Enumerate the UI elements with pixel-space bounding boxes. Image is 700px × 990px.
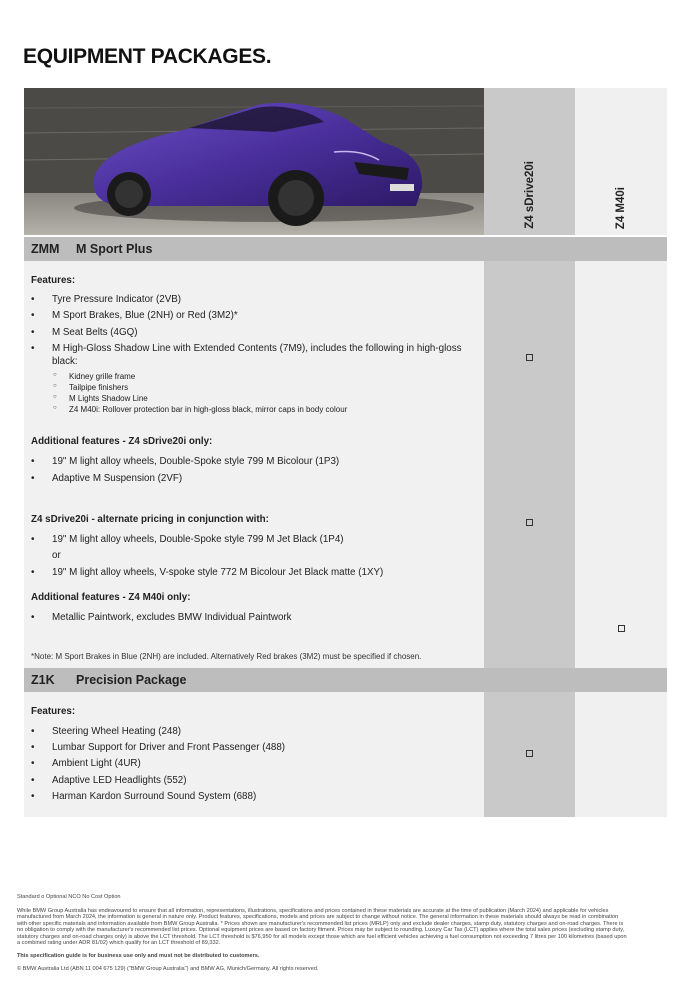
list-item: • Adaptive LED Headlights (552) bbox=[52, 775, 187, 786]
alt-or-text: or bbox=[52, 550, 61, 561]
sub-list-item: ○ Tailpipe finishers bbox=[69, 383, 128, 392]
zmm-note: *Note: M Sport Brakes in Blue (2NH) are included. Alternatively Red brakes (3M2) must be specified if chosen. bbox=[31, 652, 422, 661]
footer-legend: Standard o Optional NCO No Cost Option bbox=[17, 894, 121, 900]
sub-list-item: ○ M Lights Shadow Line bbox=[69, 394, 148, 403]
list-item: • M High-Gloss Shadow Line with Extended Contents (7M9), includes the following in high-gloss bbox=[52, 343, 462, 354]
car-hero-image bbox=[24, 88, 484, 235]
package-name-z1k: Precision Package bbox=[76, 673, 187, 687]
footer-business-note: This specification guide is for business use only and must not be distributed to customers. bbox=[17, 953, 260, 959]
list-item: • Lumbar Support for Driver and Front Passenger (488) bbox=[52, 742, 285, 753]
disclaimer-line: manufactured from March 2024, the information is general in nature only. Product features, specifications, models and prices are subject to change without notice. The general information in these materials should always be read in combination bbox=[17, 914, 619, 921]
disclaimer-line: While BMW Group Australia has endeavoured to ensure that all information, representations, illustrations, specifications and prices contained in these materials are accurate at the time of publication (March 2024) and applicable for vehicles bbox=[17, 908, 609, 914]
list-item: • Metallic Paintwork, excludes BMW Individual Paintwork bbox=[52, 612, 292, 623]
list-item: • Harman Kardon Surround Sound System (688) bbox=[52, 791, 256, 802]
optional-marker-z1k-z4-sdrive20i bbox=[526, 750, 533, 757]
package-code-z1k: Z1K bbox=[31, 673, 55, 687]
optional-marker-zmm-z4-sdrive20i bbox=[526, 354, 533, 361]
disclaimer-line: with other specific materials and information available from BMW Group Australia. * Prices shown are manufacturer's recommended list prices (MRLP) only and exclude dealer charges, stamp duty, statutory charges and on-road charges. There is bbox=[17, 920, 624, 927]
list-item: • M Sport Brakes, Blue (2NH) or Red (3M2)* bbox=[52, 310, 238, 321]
zmm-additional-a-heading: Additional features - Z4 sDrive20i only: bbox=[31, 436, 213, 447]
sub-list-item: ○ Z4 M40i: Rollover protection bar in high-gloss black, mirror caps in body colour bbox=[69, 405, 347, 414]
disclaimer-line: statutory charges and on-road charges only) is above the LCT threshold. The LCT threshold is $76,950 for all models except those which are fuel efficient vehicles achieving a fuel consumption not exceeding 7 litres per 100 kilometres (based upon bbox=[17, 933, 627, 940]
disclaimer-line: no obligation to comply with the manufacturer's recommended list prices. Optional equipment prices are based on factory fitment. Prices may be subject to rounding. Luxury Car Tax (LCT) applies where the total sales prices (excluding stamp duty, bbox=[17, 927, 625, 934]
z1k-column-z4-m40i bbox=[575, 692, 667, 817]
section-header-zmm bbox=[24, 237, 667, 261]
zmm-column-z4-m40i bbox=[575, 261, 667, 668]
package-code-zmm: ZMM bbox=[31, 242, 60, 256]
page-title: EQUIPMENT PACKAGES. bbox=[23, 45, 272, 68]
zmm-features-heading: Features: bbox=[31, 275, 76, 286]
list-item: • Steering Wheel Heating (248) bbox=[52, 726, 181, 737]
zmm-column-z4-sdrive20i bbox=[484, 261, 575, 668]
list-item: • 19" M light alloy wheels, Double-Spoke style 799 M Jet Black (1P4) bbox=[52, 534, 344, 545]
list-item: • M Seat Belts (4GQ) bbox=[52, 327, 137, 338]
disclaimer-line: a combined rating under ADR 81/02) which qualify for an LCT threshold of 89,332. bbox=[17, 940, 221, 947]
optional-marker-zmm-alt-z4-sdrive20i bbox=[526, 519, 533, 526]
column-label-z4-m40i: Z4 M40i bbox=[615, 186, 627, 229]
zmm-additional-b-heading: Additional features - Z4 M40i only: bbox=[31, 592, 191, 603]
column-label-z4-sdrive20i: Z4 sDrive20i bbox=[523, 161, 536, 229]
optional-marker-zmm-z4-m40i bbox=[618, 625, 625, 632]
list-item-continuation: black: bbox=[52, 356, 78, 367]
list-item: • Ambient Light (4UR) bbox=[52, 758, 141, 769]
zmm-alt-heading: Z4 sDrive20i - alternate pricing in conjunction with: bbox=[31, 514, 269, 525]
list-item: • Tyre Pressure Indicator (2VB) bbox=[52, 294, 181, 305]
list-item: • 19" M light alloy wheels, V-spoke style 772 M Bicolour Jet Black matte (1XY) bbox=[52, 567, 383, 578]
column-header-z4-m40i bbox=[575, 88, 667, 235]
footer-disclaimer bbox=[17, 908, 683, 946]
list-item: • 19" M light alloy wheels, Double-Spoke style 799 M Bicolour (1P3) bbox=[52, 456, 339, 467]
footer-copyright: © BMW Australia Ltd (ABN 11 004 675 129) ("BMW Group Australia") and BMW AG, Munich/Germany. All rights reserved. bbox=[17, 966, 319, 972]
list-item: • Adaptive M Suspension (2VF) bbox=[52, 473, 182, 484]
sub-list-item: ○ Kidney grille frame bbox=[69, 372, 135, 381]
z1k-features-heading: Features: bbox=[31, 706, 76, 717]
column-header-z4-sdrive20i bbox=[484, 88, 575, 235]
section-header-z1k bbox=[24, 668, 667, 692]
package-name-zmm: M Sport Plus bbox=[76, 242, 153, 256]
